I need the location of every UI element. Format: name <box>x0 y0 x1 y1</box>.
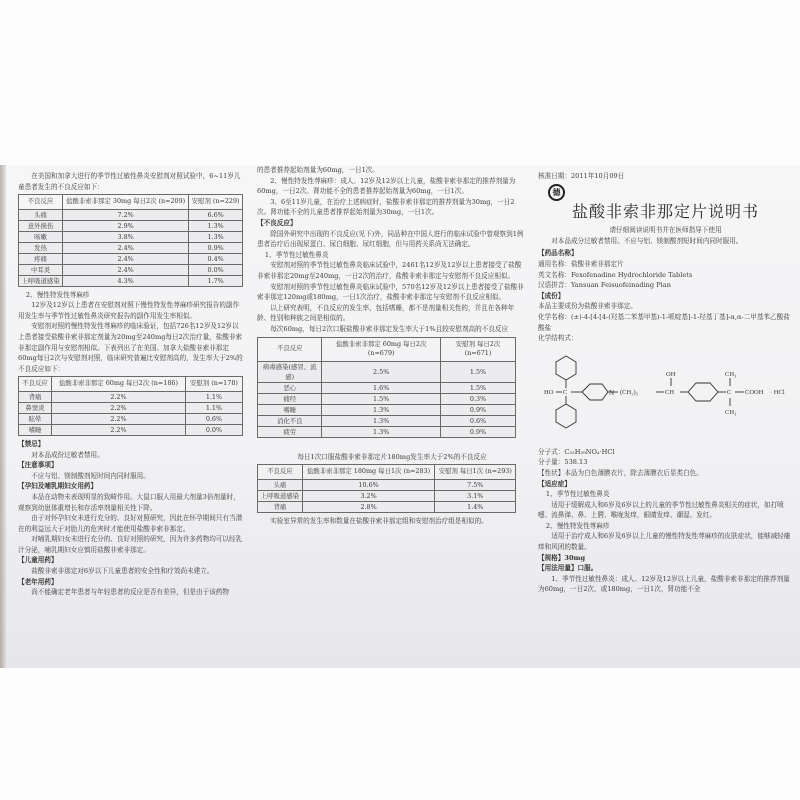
table-header: 安慰剂 每日1次 (n=293) <box>435 465 516 480</box>
intro-text: 在美国和加拿大进行的季节性过敏性鼻炎安慰剂对照试验中，6~11岁儿童患者发生的不良反应如下： <box>18 172 241 191</box>
table-header: 盐酸非索非那定 60mg 每日2次 (n=679) <box>322 337 440 361</box>
svg-text:(CH₂)₃: (CH₂)₃ <box>620 388 638 396</box>
table-row: 头痛 10.6% 7.5% <box>258 479 516 490</box>
table-row: 咳嗽 3.8% 1.3% <box>19 231 243 242</box>
molecular-formula: 分子式：C₃₂H₃₉NO₄·HCl <box>538 447 615 456</box>
column-left <box>18 165 243 598</box>
svg-text:C: C <box>563 388 568 396</box>
section-heading-pregnancy: 【孕妇及哺乳期妇女用药】 <box>18 482 98 491</box>
paragraph: 每次60mg，每日2次口服盐酸非索非那定发生率大于1%且较安慰剂高的不良反应 <box>270 324 509 333</box>
pinyin-name: 汉语拼音：Yansuan Feisuofeinading Pian <box>538 281 671 290</box>
adverse-table-children <box>18 194 243 287</box>
paragraph: 安慰剂对照的慢性特发性荨麻疹的临床验证，包括726名12岁及12岁以上患者接受盐酸非索非那定剂量为20mg至240mg每日2次治疗量，盐酸非索非那定副作用与安慰剂相似。下表列出了在美国、加拿大盐酸非索非那定60mg每日2次与安慰剂对照，临床研究普遍比安慰剂高的，发生率大于2%的不良反应如下： <box>18 322 243 373</box>
paragraph: 安慰剂对照的季节性过敏性鼻炎临床试验中，570名12岁及12岁以上患者接受了盐酸非索非那定120mg或180mg，一日1次治疗，盐酸非索非那定与安慰剂不良反应相似。 <box>257 282 524 302</box>
table-row: 发热 2.4% 0.9% <box>19 242 243 253</box>
paragraph: 尚不能确定老年患者与年轻患者的反应是否有差异，但是由于该药物 <box>31 588 229 597</box>
svg-text:CH₃: CH₃ <box>725 408 737 416</box>
chemical-structure-diagram <box>538 348 793 443</box>
table-header: 不良反应 <box>19 377 52 392</box>
structure-label: 化学结构式： <box>538 334 578 343</box>
svg-text:CH₃: CH₃ <box>725 370 737 378</box>
paragraph: 2、慢性特发性荨麻疹：成人、12岁及12岁以上儿童，盐酸非索非那定的推荐剂量为60mg，一日2次。肾功能不全的患者推荐起始剂量为60mg，一日1次。 <box>257 176 516 196</box>
section-heading-dosage: 【用法用量】口服。 <box>538 564 598 573</box>
paragraph: 对哺乳期妇女未进行充分的、良好对照的研究，因为许多药物均可以经乳汁分泌，哺乳期妇女应慎用盐酸非索非那定。 <box>18 535 243 554</box>
adverse-table-60mg <box>257 337 516 438</box>
table-header: 不良反应 <box>258 465 303 480</box>
table-header: 安慰剂 每日2次 (n=671) <box>440 337 515 361</box>
section-heading-contraindications: 【禁忌】 <box>18 439 45 448</box>
column-right <box>538 165 793 595</box>
section-heading-composition: 【成份】 <box>538 291 565 300</box>
english-name: 英文名称：Fexofenadine Hydrochloride Tablets <box>538 270 693 279</box>
company-logo-icon: 德 <box>548 184 565 201</box>
adverse-table-180mg <box>257 464 516 513</box>
warning-text: 对本品成分过敏者禁用。不应与铝、镁制酸剂短时间内同时服用。 <box>551 236 743 245</box>
svg-text:HO: HO <box>544 388 554 396</box>
paragraph: 盐酸非索非那定对6岁以下儿童患者的安全性和疗效尚未建立。 <box>31 567 214 576</box>
section-heading-elderly: 【老年用药】 <box>18 577 58 586</box>
paragraph: 实验室异常的发生率和数量在盐酸非索非那定组和安慰剂治疗组是相似的。 <box>270 516 488 525</box>
table-row: 意外损伤 2.9% 1.3% <box>19 220 243 231</box>
paragraph: 12岁及12岁以上患者在安慰剂对照下慢性特发性荨麻疹研究报告的副作用发生率与季节性过敏性鼻炎研究报告的副作用发生率相似。 <box>18 301 240 320</box>
section-heading-drug-name: 【药品名称】 <box>538 249 578 258</box>
table-row: 嗜睡 2.2% 0.0% <box>19 424 243 435</box>
section-heading-specification: 【规格】30mg <box>538 553 586 562</box>
paragraph: 适用于缓解成人和6岁及6岁以上的儿童的季节性过敏性鼻炎相关的症状，如打喷嚏、流鼻涕、鼻、上腭、喉咙发痒，眼睛发痒、潮湿、发红。 <box>538 500 784 520</box>
paragraph: 除国外研究中出现的不良反应(见下)外，同品种在中国人进行的临床试验中曾观察到1例患者治疗后出现尿蛋白、尿白细胞、尿红细胞，但与用药关系尚无法确定。 <box>257 229 524 249</box>
table-header: 安慰剂 (n=178) <box>185 377 242 392</box>
paragraph: 不应与铝、镁制酸剂短时间内同时服用。 <box>31 471 150 480</box>
section-heading-adverse-reactions: 【不良反应】 <box>257 218 297 227</box>
paragraph: 本品在动物未表现明显的致畸作用。大鼠口服人用最大剂量3倍剂量时，观察到幼崽体重增长和存活率剂量相关性下降。 <box>18 492 240 512</box>
table-header: 不良反应 <box>19 195 63 210</box>
svg-text:N: N <box>609 388 615 397</box>
svg-text:COOH: COOH <box>745 388 764 396</box>
section-heading-children: 【儿童用药】 <box>18 556 58 565</box>
table-header: 盐酸非索非那定 60mg 每日2次 (n=186) <box>52 377 186 392</box>
table-row: 消化不良 1.3% 0.6% <box>258 415 516 426</box>
svg-text:· HCl: · HCl <box>770 388 785 396</box>
paragraph: 以上研究表明，不良反应的发生率，包括嗜睡，都不是剂量相关性的，并且在各种年龄、性别和种族之间是相似的。 <box>257 303 515 323</box>
table-header: 不良反应 <box>258 337 322 361</box>
leaflet-sheet <box>0 165 800 668</box>
paragraph: 安慰剂对照的季节性过敏性鼻炎临床试验中，2461名12岁及12岁以上患者接受了盐酸非索非那定20mg至240mg，一日2次的治疗，盐酸非索非那定与安慰剂不良反应相似。 <box>257 261 522 280</box>
table-caption: 每日1次口服盐酸非索非那定片180mg发生率大于2%的不良反应 <box>297 452 487 461</box>
document-title: 盐酸非索非那定片说明书 <box>571 201 759 221</box>
paragraph: 1、季节性过敏性鼻炎：成人、12岁及12岁以上儿童，盐酸非索非那定的推荐剂量为60mg，一日2次，或180mg，一日1次，肾功能不全 <box>538 574 790 594</box>
table-row: 病毒感染(感冒、流感) 2.5% 1.5% <box>258 361 516 382</box>
paragraph: 本品主要成份为盐酸非索非那定。 <box>538 302 637 311</box>
svg-text:OH: OH <box>666 370 676 378</box>
structure-drawing-icon <box>538 348 788 443</box>
table-row: 嗜睡 1.3% 0.9% <box>258 404 516 415</box>
table-row: 头痛 7.2% 6.6% <box>19 209 243 220</box>
table-header: 盐酸非索非那定 30mg 每日2次 (n=209) <box>63 195 189 210</box>
subheading: 1、季节性过敏性鼻炎 <box>545 490 610 499</box>
table-header: 安慰剂 (n=229) <box>189 195 243 210</box>
table-row: 背痛 2.2% 1.1% <box>19 391 243 402</box>
adverse-table-urticaria <box>18 376 243 436</box>
section-heading-precautions: 【注意事项】 <box>18 461 58 470</box>
section-heading-indications: 【适应症】 <box>538 479 571 488</box>
table-row: 上呼吸道感染 3.2% 3.1% <box>258 490 516 501</box>
table-row: 上呼吸道感染 4.3% 1.7% <box>19 275 243 286</box>
table-row: 痛经 1.5% 0.3% <box>258 393 516 404</box>
subheading: 2、慢性特发性荨麻疹 <box>25 290 90 299</box>
chemical-name: 化学名称：(±)-4-[4-[4-(羟基二苯基甲基)-1-哌啶基]-1-羟基丁基]-α,α-二甲基苯乙酸盐酸盐 <box>538 312 790 332</box>
table-row: 恶心 1.6% 1.5% <box>258 382 516 393</box>
approval-date: 核准日期：2011年10月09日 <box>538 172 625 180</box>
subheading: 2、慢性特发性荨麻疹 <box>545 521 610 530</box>
table-row: 鼻窦炎 2.2% 1.1% <box>19 402 243 413</box>
subheading: 1、季节性过敏性鼻炎 <box>264 250 329 259</box>
svg-text:CH: CH <box>665 388 675 396</box>
table-row: 疼痛 2.4% 0.4% <box>19 253 243 264</box>
notice-text: 请仔细阅读说明书并在医师指导下使用 <box>609 226 722 235</box>
paragraph: 由于对怀孕妇女未进行充分的、良好对照研究，因此在怀孕期间只有当潜在的利益远大于对胎儿的危害时才能使用盐酸非索非那定。 <box>18 514 243 533</box>
paragraph: 对本品成份过敏者禁用。 <box>31 450 104 459</box>
table-row: 中耳炎 2.4% 0.0% <box>19 264 243 275</box>
svg-text:C: C <box>727 388 732 396</box>
table-row: 背痛 2.8% 1.4% <box>258 501 516 512</box>
generic-name: 通用名称：盐酸非索非那定片 <box>538 259 624 268</box>
table-row: 眩晕 2.2% 0.6% <box>19 413 243 424</box>
column-middle <box>257 165 527 526</box>
paragraph: 的患者推荐起始剂量为60mg，一日1次。 <box>257 166 379 174</box>
table-row: 疲劳 1.3% 0.9% <box>258 426 516 437</box>
properties: 【性状】本品为白色薄膜衣片，除去薄膜衣后显类白色。 <box>538 468 703 477</box>
table-header: 盐酸非索非那定 180mg 每日1次 (n=283) <box>302 465 435 480</box>
paragraph: 适用于治疗成人和6岁及6岁以上儿童的慢性特发性荨麻疹的皮肤症状，能够减轻瘙痒和风团的数量。 <box>538 532 791 552</box>
molecular-weight: 分子量：538.13 <box>538 458 588 467</box>
paragraph: 3、6至11岁儿童，在治疗上述病症时，盐酸非索非那定的推荐剂量为30mg，一日2次。肾功能不全的儿童患者推荐起始剂量为30mg，一日1次。 <box>257 197 515 217</box>
